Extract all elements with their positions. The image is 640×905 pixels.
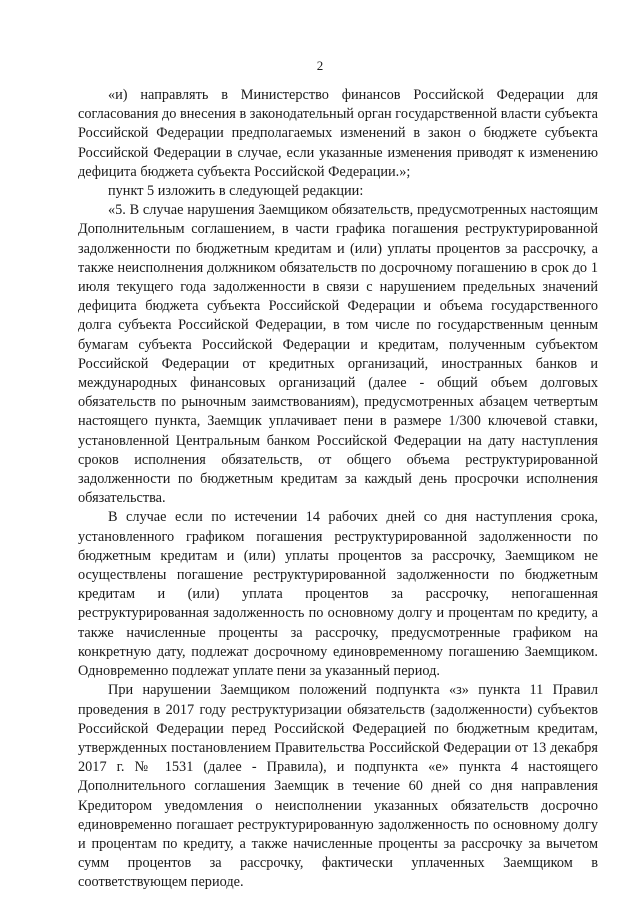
page-number: 2 — [316, 58, 324, 73]
paragraph-subclause-i: «и) направлять в Министерство финансов Российской Федерации для согласования до внесения в законодательный орган государственной власти субъекта Российской Федерации предполагаемых изменений в закон о бюджете субъекта Российской Федерации в случае, если указанные изменения приводят к изменению дефицита бюджета субъекта Российской Федерации.»; — [78, 87, 598, 180]
document-body — [78, 86, 598, 893]
paragraph-clause-5: «5. В случае нарушения Заемщиком обязательств, предусмотренных настоящим Дополнительным соглашением, в части графика погашения реструктурированной задолженности по бюджетным кредитам и (или) уплаты процентов за рассрочку, а также неисполнения должником обязательств по досрочному погашению в срок до 1 июля текущего года задолженности в связи с нарушением предельных значений дефицита бюджета субъекта Российской Федерации и объема государственного долга субъекта Российской Федерации, в том числе по государственным ценным бумагам субъекта Российской Федерации и кредитам, полученным субъектом Российской Федерации от кредитных организаций, иностранных банков и международных финансовых организаций (далее - общий объем долговых обязательств по рыночным заимствованиям), предусмотренных абзацем четвертым настоящего пункта, Заемщик уплачивает пени в размере 1/300 ключевой ставки, установленной Центральным банком Российской Федерации на дату наступления сроков исполнения обязательств, от общего объема реструктурированной задолженности по бюджетным кредитам за каждый день просрочки исполнения обязательства. — [78, 202, 598, 507]
paragraph-amendment-intro: пункт 5 изложить в следующей редакции: — [108, 183, 364, 200]
paragraph-violation-rules: При нарушении Заемщиком положений подпункта «з» пункта 11 Правил проведения в 2017 году реструктуризации обязательств (задолженности) субъектов Российской Федерации перед Российской Федерацией по бюджетным кредитам, утвержденных постановлением Правительства Российской Федерации от 13 декабря 2017 г. № 1531 (далее - Правила), и подпункта «е» пункта 4 настоящего Дополнительного соглашения Заемщик в течение 60 дней со дня направления Кредитором уведомления о неисполнении указанных обязательств досрочно единовременно погашает реструктурированную задолженность по основному долгу и процентам по кредиту, а также начисленные проценты за рассрочку за вычетом сумм процентов за рассрочку, фактически уплаченных Заемщиком в соответствующем периоде. — [78, 682, 598, 891]
paragraph-overdue-14-days: В случае если по истечении 14 рабочих дней со дня наступления срока, установленного графиком погашения реструктурированной задолженности по бюджетным кредитам и (или) уплаты процентов за рассрочку, Заемщиком не осуществлены погашение реструктурированной задолженности по бюджетным кредитам и (или) уплата процентов за рассрочку, непогашенная реструктурированная задолженность по основному долгу и процентам по кредиту, а также начисленные проценты за рассрочку, предусмотренные графиком на конкретную дату, подлежат досрочному единовременному погашению Заемщиком. Одновременно подлежат уплате пени за указанный период. — [78, 509, 598, 680]
